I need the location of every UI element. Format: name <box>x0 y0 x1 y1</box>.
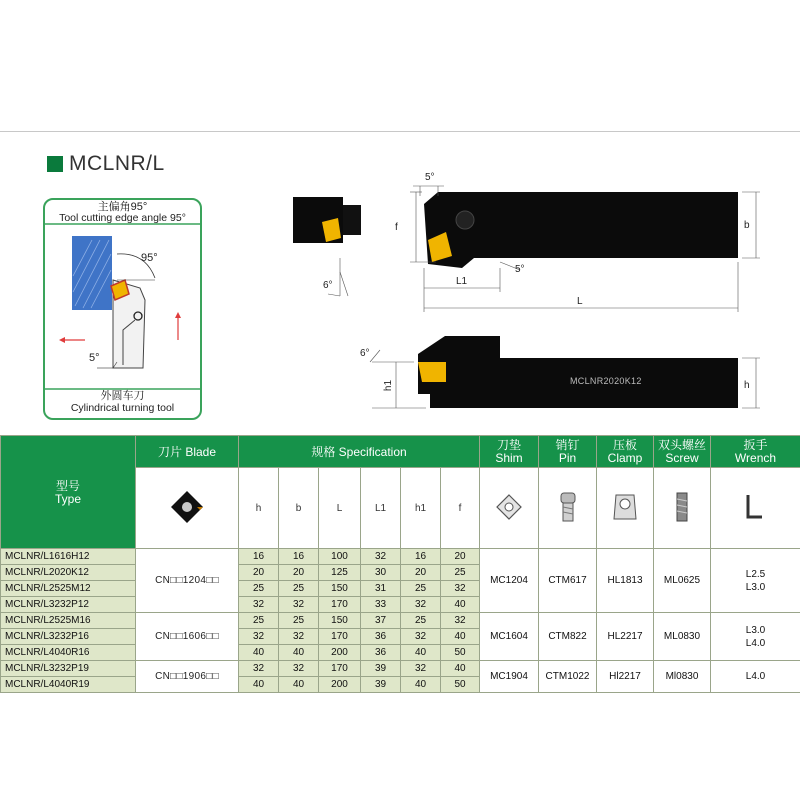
cell-L: 170 <box>319 629 361 645</box>
top-view-body <box>424 192 738 268</box>
schematic-caption-en: Cylindrical turning tool <box>70 402 175 414</box>
cell-f: 50 <box>441 677 480 693</box>
cell-L1: 39 <box>361 677 401 693</box>
pin-header: 销钉 Pin <box>539 436 597 468</box>
blade-code: CN□□1906□□ <box>136 661 239 693</box>
dim-f: f <box>395 222 398 233</box>
cell-L: 170 <box>319 597 361 613</box>
schematic-title-zh: 主偏角95° <box>97 201 148 213</box>
cell-L1: 39 <box>361 661 401 677</box>
blade-header: 刀片 Blade <box>136 436 239 468</box>
cell-h: 40 <box>239 645 279 661</box>
spec-col-h1: h1 <box>401 468 441 549</box>
blade-insert-icon <box>136 468 239 549</box>
dim-h: h <box>744 380 750 391</box>
page-title: MCLNR/L <box>69 152 165 175</box>
cell-h: 25 <box>239 581 279 597</box>
clamp-code: Hl2217 <box>597 661 654 693</box>
cell-b: 32 <box>279 661 319 677</box>
clamp-code: HL1813 <box>597 549 654 613</box>
side-view-insert <box>418 362 446 382</box>
cell-b: 16 <box>279 549 319 565</box>
cell-b: 25 <box>279 613 319 629</box>
cell-L: 150 <box>319 613 361 629</box>
table-row-type: MCLNR/L2525M16 <box>1 613 136 629</box>
dim-6-left: 6° <box>323 280 333 291</box>
cell-h1: 32 <box>401 661 441 677</box>
spec-col-b: b <box>279 468 319 549</box>
cell-f: 40 <box>441 629 480 645</box>
cell-h1: 16 <box>401 549 441 565</box>
cell-L: 150 <box>319 581 361 597</box>
blade-code: CN□□1204□□ <box>136 549 239 613</box>
pin-icon <box>539 468 597 549</box>
cell-h: 16 <box>239 549 279 565</box>
dim-5-right: 5° <box>515 264 525 275</box>
screw-header: 双头螺丝 Screw <box>654 436 711 468</box>
spec-col-h: h <box>239 468 279 549</box>
cell-L: 200 <box>319 645 361 661</box>
cell-f: 25 <box>441 565 480 581</box>
cell-h: 25 <box>239 613 279 629</box>
cell-f: 20 <box>441 549 480 565</box>
table-row-type: MCLNR/L4040R16 <box>1 645 136 661</box>
screw-code: Ml0830 <box>654 661 711 693</box>
angle-5-label: 5° <box>89 352 100 364</box>
cell-L: 170 <box>319 661 361 677</box>
side-view-body <box>418 336 738 408</box>
dim-b: b <box>744 220 750 231</box>
spec-col-L1: L1 <box>361 468 401 549</box>
screw-code: ML0625 <box>654 549 711 613</box>
dim-6-side: 6° <box>360 348 370 359</box>
cell-L1: 31 <box>361 581 401 597</box>
spec-header: 规格 Specification <box>239 436 480 468</box>
cell-b: 32 <box>279 629 319 645</box>
cell-b: 40 <box>279 645 319 661</box>
cell-f: 32 <box>441 613 480 629</box>
cell-L1: 36 <box>361 645 401 661</box>
shim-header: 刀垫 Shim <box>480 436 539 468</box>
table-row-type: MCLNR/L3232P19 <box>1 661 136 677</box>
cell-h1: 32 <box>401 629 441 645</box>
cell-L1: 32 <box>361 549 401 565</box>
wrench-code: L4.0 <box>711 661 800 693</box>
dim-L1: L1 <box>456 276 468 287</box>
cell-f: 40 <box>441 661 480 677</box>
cell-h: 20 <box>239 565 279 581</box>
cell-h1: 25 <box>401 581 441 597</box>
screw-code: ML0830 <box>654 613 711 661</box>
cell-h1: 25 <box>401 613 441 629</box>
spec-col-f: f <box>441 468 480 549</box>
cell-h: 32 <box>239 629 279 645</box>
dim-L: L <box>577 296 583 307</box>
cell-b: 25 <box>279 581 319 597</box>
cell-h: 32 <box>239 597 279 613</box>
schematic-caption-zh: 外圆车刀 <box>100 390 145 402</box>
pin-code: CTM617 <box>539 549 597 613</box>
table-row-type: MCLNR/L2525M12 <box>1 581 136 597</box>
cell-b: 32 <box>279 597 319 613</box>
cell-h1: 32 <box>401 597 441 613</box>
cell-h: 32 <box>239 661 279 677</box>
cell-h1: 40 <box>401 645 441 661</box>
cell-h: 40 <box>239 677 279 693</box>
cell-f: 50 <box>441 645 480 661</box>
cell-L: 100 <box>319 549 361 565</box>
wrench-code: L2.5 L3.0 <box>711 549 800 613</box>
cell-L1: 37 <box>361 613 401 629</box>
clamp-header: 压板 Clamp <box>597 436 654 468</box>
cell-L: 125 <box>319 565 361 581</box>
cell-h1: 20 <box>401 565 441 581</box>
cell-b: 20 <box>279 565 319 581</box>
shim-code: MC1904 <box>480 661 539 693</box>
cell-f: 40 <box>441 597 480 613</box>
cell-L1: 33 <box>361 597 401 613</box>
shim-code: MC1204 <box>480 549 539 613</box>
table-row-type: MCLNR/L3232P16 <box>1 629 136 645</box>
shim-code: MC1604 <box>480 613 539 661</box>
spec-col-L: L <box>319 468 361 549</box>
dim-5-top: 5° <box>425 172 435 183</box>
table-row-type: MCLNR/L2020K12 <box>1 565 136 581</box>
table-row-type: MCLNR/L1616H12 <box>1 549 136 565</box>
shim-icon <box>480 468 539 549</box>
body-marking: MCLNR2020K12 <box>570 376 642 386</box>
cell-b: 40 <box>279 677 319 693</box>
dim-h1: h1 <box>383 379 395 392</box>
spec-table <box>0 435 800 693</box>
table-row-type: MCLNR/L4040R19 <box>1 677 136 693</box>
screw-icon <box>654 468 711 549</box>
schematic-title-en: Tool cutting edge angle 95° <box>59 212 186 224</box>
cell-f: 32 <box>441 581 480 597</box>
pin-code: CTM822 <box>539 613 597 661</box>
cell-L1: 30 <box>361 565 401 581</box>
pin-code: CTM1022 <box>539 661 597 693</box>
angle-95-label: 95° <box>141 252 158 264</box>
blade-code: CN□□1606□□ <box>136 613 239 661</box>
clamp-icon <box>597 468 654 549</box>
clamp-code: HL2217 <box>597 613 654 661</box>
table-row-type: MCLNR/L3232P12 <box>1 597 136 613</box>
wrench-header: 扳手 Wrench <box>711 436 800 468</box>
cell-h1: 40 <box>401 677 441 693</box>
wrench-icon <box>711 468 800 549</box>
cell-L1: 36 <box>361 629 401 645</box>
type-header: 型号 Type <box>1 436 136 549</box>
wrench-code: L3.0 L4.0 <box>711 613 800 661</box>
cell-L: 200 <box>319 677 361 693</box>
